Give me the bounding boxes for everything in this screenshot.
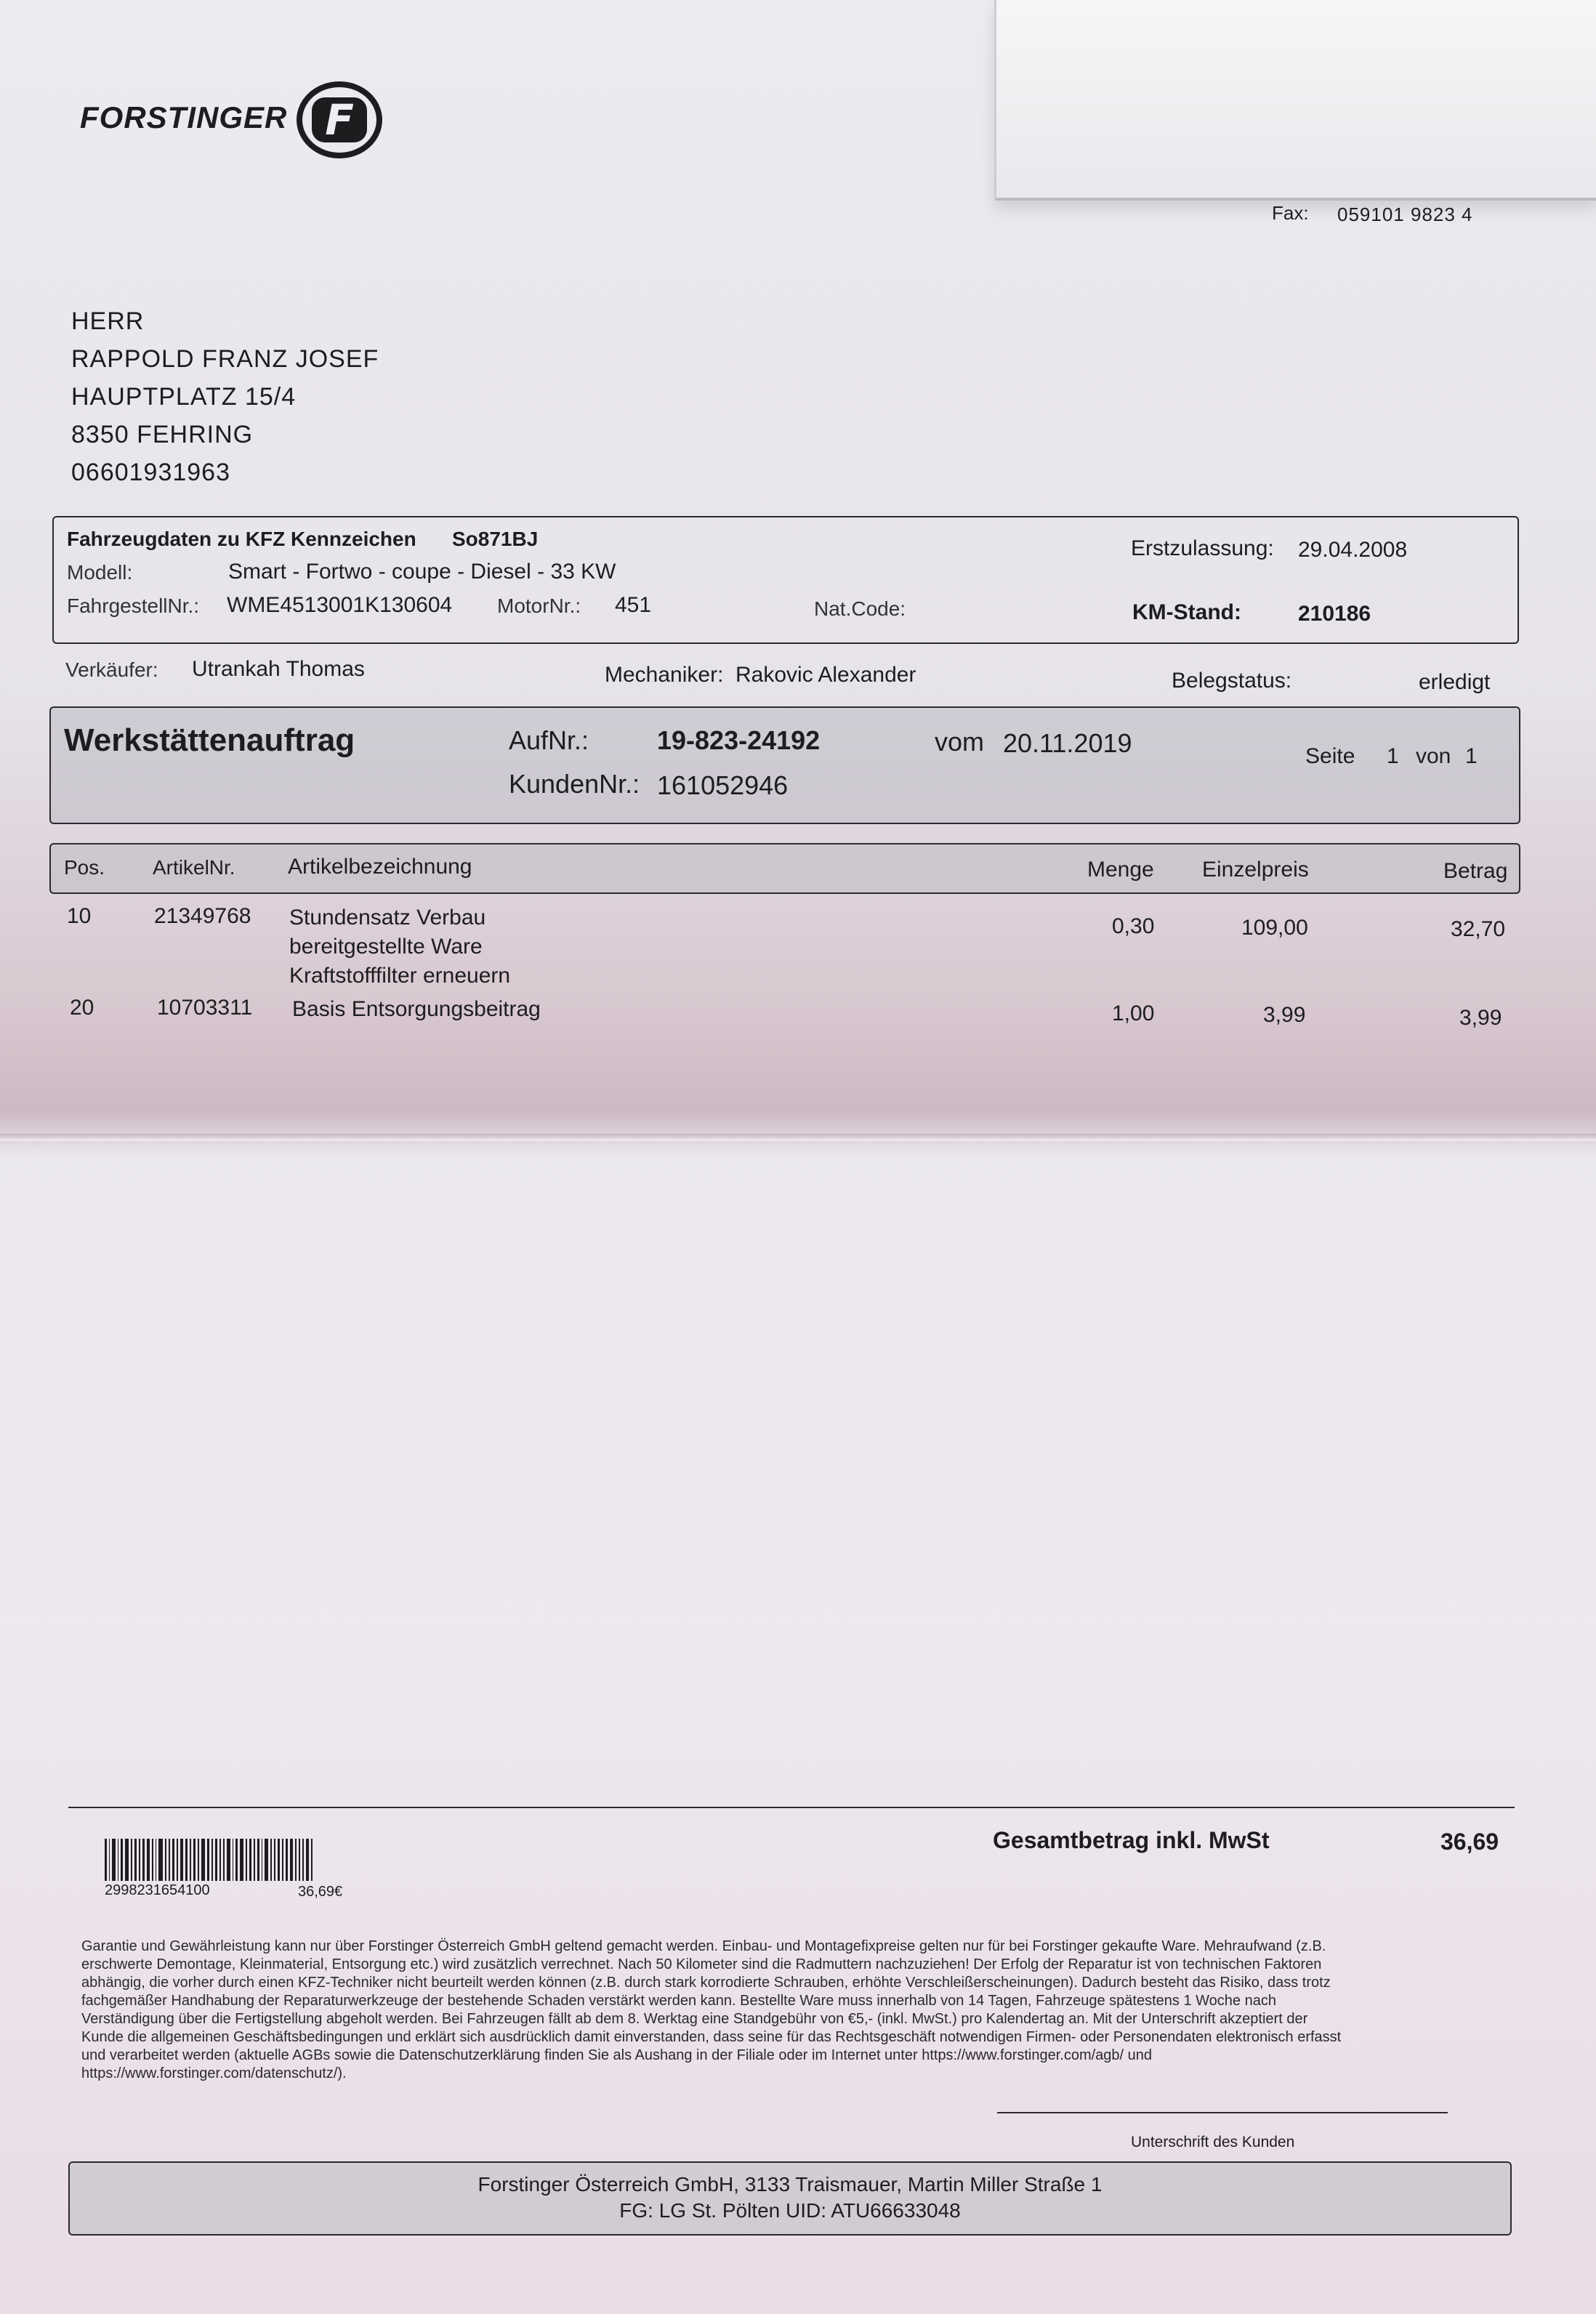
legal-line: Verständigung über die Fertigstellung abgeholt werden. Bei Fahrzeugen fällt ab dem 8. Werktag eine Standgebühr von €5,- (inkl. MwSt.) pro Kalendertag an. Mit der Unterschrift akzeptiert der xyxy=(81,2011,1308,2027)
customer-salutation: HERR xyxy=(71,307,145,335)
page-total: 1 xyxy=(1465,744,1478,768)
motor-label: MotorNr.: xyxy=(497,594,581,617)
status-value: erledigt xyxy=(1419,670,1491,694)
legal-line: fachgemäßer Handhabung der Reparaturwerkzeuge der bestehende Schaden verstärkt werden kann. Bestellte Ware muss innerhalb von 14 Tagen, Fahrzeuge spätestens 1 Woche nach xyxy=(81,1993,1276,2009)
order-box xyxy=(49,706,1520,824)
legal-line: Kunde die allgemeinen Geschäftsbedingungen und erklärt sich ausdrücklich damit einverstanden, dass seine für das Rechtsgeschäft notwendigen Firmen- oder Personendaten elektronisch erfasst xyxy=(81,2029,1342,2045)
row-desc-line: Kraftstofffilter erneuern xyxy=(289,964,511,988)
km-label: KM-Stand: xyxy=(1132,600,1241,624)
order-number: 19-823-24192 xyxy=(657,725,821,755)
company-footer xyxy=(68,2161,1512,2236)
vin-label: FahrgestellNr.: xyxy=(67,594,200,617)
mechanic-value: Rakovic Alexander xyxy=(735,663,916,687)
order-date: 20.11.2019 xyxy=(1003,728,1132,758)
legal-line: und verarbeitet werden (aktuelle AGBs sowie die Datenschutzerklärung finden Sie als Aushang in der Filiale oder im Internet unter https://www.forstinger.com/agb/ und xyxy=(81,2047,1153,2063)
totals-rule xyxy=(68,1807,1515,1808)
order-date-label: vom xyxy=(935,727,985,757)
fax-number: 059101 9823 4 xyxy=(1337,203,1473,225)
customer-number: 161052946 xyxy=(657,770,789,800)
vehicle-heading: Fahrzeugdaten zu KFZ Kennzeichen xyxy=(67,528,416,550)
logo-letter: F xyxy=(312,97,367,142)
customer-city: 8350 FEHRING xyxy=(71,421,254,448)
barcode-icon xyxy=(105,1839,313,1881)
overlapping-paper xyxy=(994,0,1596,201)
row-unit-price: 109,00 xyxy=(1241,916,1308,940)
col-header-unit-price: Einzelpreis xyxy=(1202,858,1309,882)
barcode-number: 2998231654100 xyxy=(105,1882,210,1898)
row-quantity: 1,00 xyxy=(1112,1001,1155,1025)
seller-value: Utrankah Thomas xyxy=(192,657,365,681)
first-registration-value: 29.04.2008 xyxy=(1298,538,1408,562)
mechanic-label: Mechaniker: xyxy=(605,663,724,687)
first-registration-label: Erstzulassung: xyxy=(1131,536,1274,560)
company-logo-text: FORSTINGER xyxy=(80,100,288,134)
legal-line: abhängig, die vorher durch einen KFZ-Techniker nicht beurteilt werden können (z.B. durch stark korrodierte Schrauben, erhöhte Verschleißerscheinungen). Dadurch besteht das Risiko, dass trotz xyxy=(81,1975,1331,1991)
row-desc-line: Basis Entsorgungsbeitrag xyxy=(292,997,541,1021)
order-title: Werkstättenauftrag xyxy=(64,722,355,758)
col-header-description: Artikelbezeichnung xyxy=(288,855,472,879)
model-value: Smart - Fortwo - coupe - Diesel - 33 KW xyxy=(228,560,616,584)
row-article: 10703311 xyxy=(157,996,253,1020)
footer-registration: FG: LG St. Pölten UID: ATU66633048 xyxy=(619,2199,961,2222)
customer-number-label: KundenNr.: xyxy=(509,769,640,799)
col-header-pos: Pos. xyxy=(64,856,105,879)
fax-label: Fax: xyxy=(1272,202,1309,224)
company-logo-icon xyxy=(297,81,382,158)
customer-address xyxy=(71,302,379,491)
col-header-amount: Betrag xyxy=(1443,859,1508,883)
seller-label: Verkäufer: xyxy=(65,658,158,681)
customer-name: RAPPOLD FRANZ JOSEF xyxy=(71,345,379,373)
model-label: Modell: xyxy=(67,561,133,584)
row-unit-price: 3,99 xyxy=(1263,1003,1306,1027)
total-label: Gesamtbetrag inkl. MwSt xyxy=(993,1827,1270,1853)
signature-line xyxy=(997,2112,1448,2113)
natcode-label: Nat.Code: xyxy=(814,597,906,620)
row-amount: 32,70 xyxy=(1451,917,1506,941)
signature-label: Unterschrift des Kunden xyxy=(1131,2134,1295,2150)
row-amount: 3,99 xyxy=(1459,1006,1502,1030)
motor-value: 451 xyxy=(615,593,652,617)
row-desc-line: bereitgestellte Ware xyxy=(289,935,483,959)
col-header-article: ArtikelNr. xyxy=(153,856,235,879)
vehicle-plate: So871BJ xyxy=(452,528,539,550)
row-quantity: 0,30 xyxy=(1112,914,1155,938)
page-number: 1 xyxy=(1387,744,1399,768)
order-number-label: AufNr.: xyxy=(509,725,589,755)
customer-phone: 06601931963 xyxy=(71,459,231,486)
total-value: 36,69 xyxy=(1440,1829,1499,1855)
page-label: Seite xyxy=(1305,744,1355,768)
row-pos: 20 xyxy=(70,996,94,1020)
row-article: 21349768 xyxy=(154,904,251,928)
km-value: 210186 xyxy=(1298,602,1371,626)
legal-line: erschwerte Demontage, Kleinmaterial, Entsorgung etc.) wird zusätzlich verrechnet. Nach 50 Kilometer sind die Radmuttern nachzuziehen! Der Erfolg der Reparatur ist von technischen Faktoren xyxy=(81,1956,1322,1972)
table-header xyxy=(49,843,1520,894)
legal-text xyxy=(81,1938,1506,2083)
footer-address: Forstinger Österreich GmbH, 3133 Traismauer, Martin Miller Straße 1 xyxy=(477,2173,1103,2196)
row-desc-line: Stundensatz Verbau xyxy=(289,906,486,930)
col-header-quantity: Menge xyxy=(1087,858,1154,882)
page-of-label: von xyxy=(1416,744,1451,768)
customer-street: HAUPTPLATZ 15/4 xyxy=(71,383,297,411)
barcode-amount: 36,69€ xyxy=(298,1884,343,1900)
status-label: Belegstatus: xyxy=(1172,669,1292,693)
row-pos: 10 xyxy=(67,904,92,928)
legal-line: Garantie und Gewährleistung kann nur über Forstinger Österreich GmbH geltend gemacht werden. Einbau- und Montagefixpreise gelten nur für bei Forstinger gekaufte Ware. Mehraufwand (z.B. xyxy=(81,1938,1326,1954)
vehicle-data-box xyxy=(52,516,1519,644)
legal-line: https://www.forstinger.com/datenschutz/). xyxy=(81,2065,347,2081)
vin-value: WME4513001K130604 xyxy=(227,593,453,617)
paper-fold xyxy=(0,1134,1596,1141)
